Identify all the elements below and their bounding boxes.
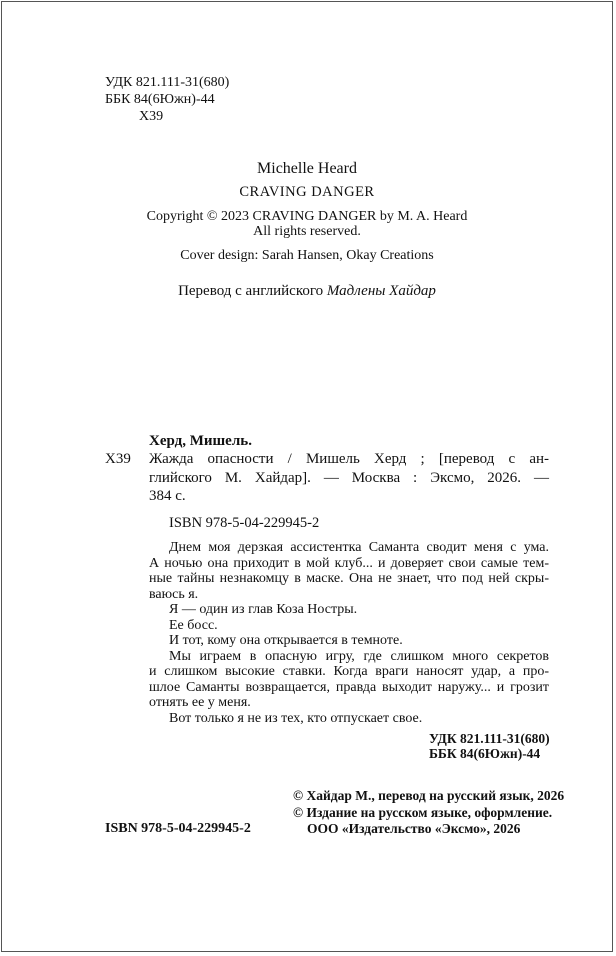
annotation-line: ные тайны незнакомцу в маске. Она не знает, что под ней скры- — [149, 571, 549, 586]
annotation-line: отнять ее у меня. — [149, 695, 251, 710]
catalog-isbn: ISBN 978-5-04-229945-2 — [169, 515, 320, 531]
footer-copyright-2: © Издание на русском языке, оформление. — [293, 805, 553, 820]
catalog-author-mark: Х39 — [105, 451, 131, 467]
annotation-line: А ночью она приходит в мой клуб... и доверяет свои самые тем- — [149, 555, 549, 571]
annotation-line: Вот только я не из тех, кто отпускает свое. — [169, 710, 423, 726]
bbk-code: ББК 84(6Южн)-44 — [105, 92, 215, 107]
copyright-line-1: Copyright © 2023 CRAVING DANGER by M. A. Heard — [146, 209, 468, 224]
footer-udk: УДК 821.111-31(680) — [429, 731, 550, 746]
annotation-line: Мы играем в опасную игру, где слишком много секретов — [169, 648, 549, 664]
annotation-line: И тот, кому она открывается в темноте. — [169, 633, 403, 648]
translation-prefix: Перевод с английского — [178, 283, 324, 299]
imprint-page — [1, 1, 613, 952]
annotation-line: и слишком высокие ставки. Когда враги наносят удар, а про- — [149, 664, 549, 679]
footer-bbk: ББК 84(6Южн)-44 — [429, 746, 541, 761]
copyright-line-2: All rights reserved. — [253, 224, 361, 239]
annotation — [149, 540, 549, 726]
annotation-line: шлое Саманты возвращается, правда выходит наружу... и грозит — [149, 679, 549, 695]
catalog-line-1: Жажда опасности / Мишель Херд ; [перевод с ан- — [149, 451, 549, 467]
footer-copyright-3: ООО «Издательство «Эксмо», 2026 — [307, 821, 521, 836]
annotation-line: Днем моя дерзкая ассистентка Саманта сводит меня с ума. — [169, 540, 549, 555]
catalog-line-3: 384 с. — [149, 488, 186, 504]
catalog-line-2: глийского М. Хайдар]. — Москва : Эксмо, 2026. — — [149, 470, 549, 486]
udk-code: УДК 821.111-31(680) — [105, 75, 230, 90]
original-author: Michelle Heard — [257, 160, 357, 177]
author-mark: Х39 — [139, 109, 164, 124]
footer-copyright-1: © Хайдар М., перевод на русский язык, 2026 — [293, 788, 565, 803]
translation-credit — [2, 283, 612, 300]
translator-name: Мадлены Хайдар — [326, 283, 436, 299]
catalog-author-heading: Херд, Мишель. — [149, 433, 252, 449]
annotation-line: Ее босс. — [169, 617, 218, 633]
annotation-line: ваюсь я. — [149, 586, 199, 602]
cover-design: Cover design: Sarah Hansen, Okay Creations — [180, 248, 434, 263]
annotation-line: Я — один из глав Коза Ностры. — [169, 602, 358, 617]
footer-isbn: ISBN 978-5-04-229945-2 — [105, 821, 251, 836]
original-title: CRAVING DANGER — [239, 184, 375, 200]
